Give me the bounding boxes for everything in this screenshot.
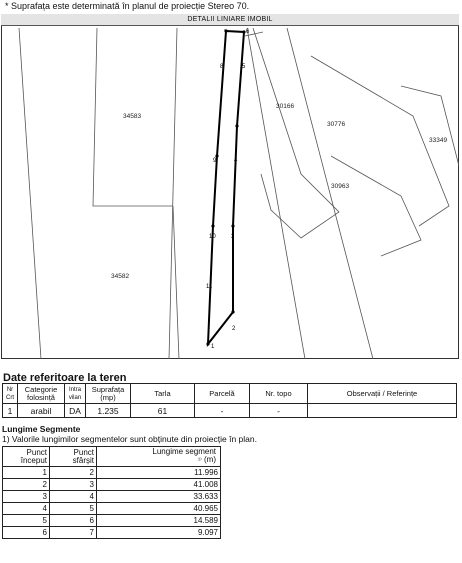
cell-nr-topo: - <box>250 404 308 418</box>
length-label: Lungime segment <box>152 447 216 456</box>
table-row <box>3 527 221 539</box>
vertex-label: 11 <box>206 284 213 290</box>
cell-end: 2 <box>50 467 97 479</box>
header-parcela: Parcelă <box>195 384 250 404</box>
vertex-label: 1 <box>211 344 215 350</box>
subject-parcel-outline <box>208 31 244 344</box>
cell-start: 2 <box>3 479 50 491</box>
table-row <box>3 515 221 527</box>
table-row <box>3 404 457 418</box>
table-row <box>3 467 221 479</box>
cell-end: 5 <box>50 503 97 515</box>
plan-header: DETALII LINIARE IMOBIL <box>1 14 459 26</box>
cell-end: 7 <box>50 527 97 539</box>
teren-table <box>2 383 457 418</box>
cell-length: 33.633 <box>97 491 221 503</box>
boundary-line <box>247 28 305 359</box>
parcel-label: 34583 <box>123 113 142 120</box>
boundary-line <box>253 28 339 238</box>
parcel-label: 33349 <box>429 137 448 144</box>
projection-note: * Suprafața este determinată în planul de proiecție Stereo 70. <box>5 1 250 11</box>
header-nr: Nr Crt <box>3 384 18 404</box>
boundary-line <box>19 28 41 359</box>
cell-length: 11.996 <box>97 467 221 479</box>
segments-title: Lungime Segmente <box>2 424 81 434</box>
vertex-marker <box>206 342 209 345</box>
teren-section-title: Date referitoare la teren <box>3 372 127 384</box>
vertex-label: 10 <box>209 234 216 240</box>
parcel-label: 30776 <box>327 121 346 128</box>
header-nr-topo: Nr. topo <box>250 384 308 404</box>
cell-categorie: arabil <box>18 404 65 418</box>
header-tarla: Tarla <box>131 384 195 404</box>
cell-intravilan: DA <box>65 404 86 418</box>
cell-nr: 1 <box>3 404 18 418</box>
boundary-line <box>287 28 373 359</box>
cell-length: 41.008 <box>97 479 221 491</box>
segments-body <box>3 467 221 539</box>
cell-length: 40.965 <box>97 503 221 515</box>
vertex-label: 5 <box>242 64 246 70</box>
vertex-label: 8 <box>220 64 224 70</box>
header-start: Punct început <box>3 447 50 467</box>
header-intravilan: Intra vilan <box>65 384 86 404</box>
header-length <box>97 447 221 467</box>
boundary-line <box>169 28 177 359</box>
boundary-line <box>331 156 421 256</box>
cadastral-plan <box>1 26 459 359</box>
vertex-marker <box>211 224 214 227</box>
footnote-mark: ¹⁾ <box>198 457 202 464</box>
table-row <box>3 503 221 515</box>
header-end: Punct sfârșit <box>50 447 97 467</box>
cell-start: 6 <box>3 527 50 539</box>
cell-start: 5 <box>3 515 50 527</box>
cell-end: 4 <box>50 491 97 503</box>
cell-start: 1 <box>3 467 50 479</box>
cell-end: 6 <box>50 515 97 527</box>
vertex-label: 2 <box>232 326 236 332</box>
header-observatii: Observații / Referințe <box>308 384 457 404</box>
vertex-marker <box>235 124 238 127</box>
header-suprafata: Suprafața (mp) <box>86 384 131 404</box>
cell-start: 4 <box>3 503 50 515</box>
cell-observatii <box>308 404 457 418</box>
cell-suprafata: 1.235 <box>86 404 131 418</box>
cell-tarla: 61 <box>131 404 195 418</box>
header-categorie: Categorie folosință <box>18 384 65 404</box>
table-row <box>3 491 221 503</box>
cell-parcela: - <box>195 404 250 418</box>
vertex-marker <box>231 224 234 227</box>
table-row <box>3 479 221 491</box>
vertex-label: 3 <box>231 234 235 240</box>
boundary-line <box>401 86 459 166</box>
vertex-label: 6 <box>246 29 250 35</box>
parcel-label: 34582 <box>111 273 130 280</box>
vertex-label: 4 <box>234 158 238 164</box>
length-unit: (m) <box>204 455 216 464</box>
cell-length: 14.589 <box>97 515 221 527</box>
cell-end: 3 <box>50 479 97 491</box>
parcel-label: 30963 <box>331 183 350 190</box>
segments-table <box>2 446 221 539</box>
vertex-marker <box>231 310 234 313</box>
cell-length: 9.097 <box>97 527 221 539</box>
parcel-label: 30166 <box>276 103 295 110</box>
segments-note: 1) Valorile lungimilor segmentelor sunt obținute din proiecție în plan. <box>2 434 257 444</box>
vertex-label: 7 <box>224 30 228 36</box>
boundary-line <box>173 206 179 359</box>
cell-start: 3 <box>3 491 50 503</box>
vertex-label: 9 <box>213 158 217 164</box>
